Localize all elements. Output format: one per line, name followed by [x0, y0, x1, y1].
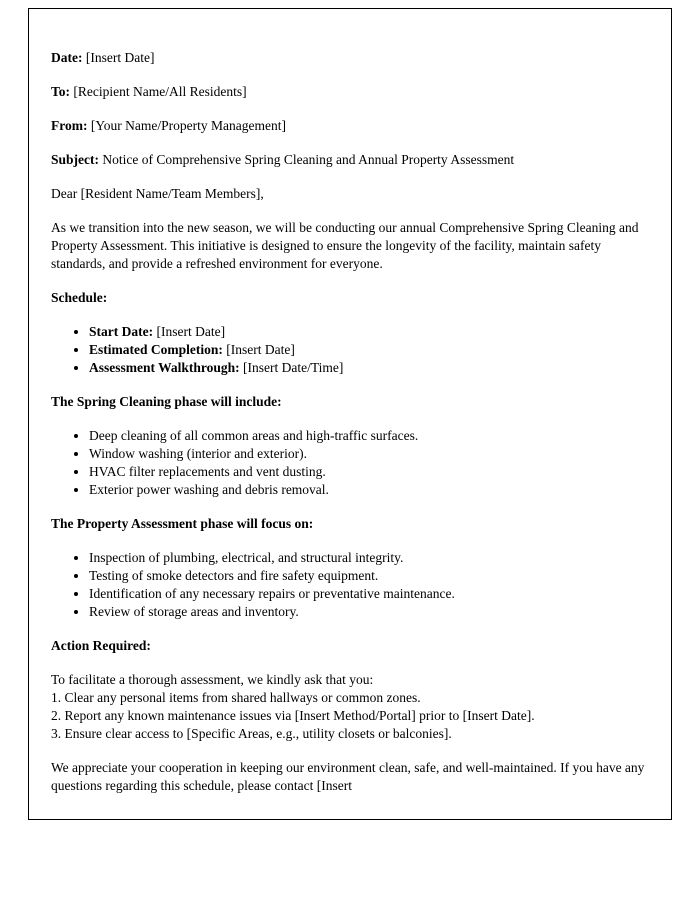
cleaning-item: • HVAC filter replacements and vent dusting. [89, 463, 647, 481]
field-from-value: [Your Name/Property Management] [87, 118, 286, 133]
assessment-item: • Review of storage areas and inventory. [89, 603, 647, 621]
cleaning-item: • Deep cleaning of all common areas and high-traffic surfaces. [89, 427, 647, 445]
assessment-item: • Testing of smoke detectors and fire safety equipment. [89, 567, 647, 585]
field-date [51, 49, 647, 67]
schedule-item-value: [Insert Date] [153, 324, 226, 339]
schedule-item-label: Estimated Completion: [89, 342, 223, 357]
schedule-item [89, 341, 647, 359]
assessment-list [51, 549, 647, 621]
schedule-item-value: [Insert Date] [222, 342, 295, 357]
field-from-label: From: [51, 118, 88, 133]
assessment-heading: The Property Assessment phase will focus on: [51, 516, 314, 531]
document-page [28, 8, 672, 820]
field-from [51, 117, 647, 135]
field-date-value: [Insert Date] [82, 50, 155, 65]
schedule-item-value: [Insert Date/Time] [239, 360, 344, 375]
action-item: 3. Ensure clear access to [Specific Areas, e.g., utility closets or balconies]. [51, 726, 452, 741]
field-subject-value: Notice of Comprehensive Spring Cleaning and Annual Property Assessment [99, 152, 515, 167]
schedule-item-label: Start Date: [89, 324, 154, 339]
action-item: 2. Report any known maintenance issues via [Insert Method/Portal] prior to [Insert Date]. [51, 708, 535, 723]
field-date-label: Date: [51, 50, 83, 65]
closing-paragraph: We appreciate your cooperation in keeping our environment clean, safe, and well-maintained. If you have any questions regarding this schedule, please contact [Insert [51, 760, 645, 793]
schedule-item [89, 359, 647, 377]
schedule-list [51, 323, 647, 377]
action-section [51, 671, 647, 743]
field-to-label: To: [51, 84, 71, 99]
letter-body [29, 9, 671, 795]
salutation: Dear [Resident Name/Team Members], [51, 186, 264, 201]
schedule-item [89, 323, 647, 341]
field-to [51, 83, 647, 101]
field-subject [51, 151, 647, 169]
assessment-item: • Identification of any necessary repairs or preventative maintenance. [89, 585, 647, 603]
action-heading: Action Required: [51, 638, 151, 653]
cleaning-list [51, 427, 647, 499]
assessment-item: • Inspection of plumbing, electrical, and structural integrity. [89, 549, 647, 567]
schedule-heading: Schedule: [51, 290, 108, 305]
action-item: 1. Clear any personal items from shared hallways or common zones. [51, 690, 421, 705]
intro-paragraph: As we transition into the new season, we will be conducting our annual Comprehensive Spring Cleaning and Property Assessment. This initiative is designed to ensure the longevity of the facility, maintain safety standards, and provide a refreshed environment for everyone. [51, 220, 639, 271]
field-to-value: [Recipient Name/All Residents] [70, 84, 247, 99]
cleaning-heading: The Spring Cleaning phase will include: [51, 394, 282, 409]
field-subject-label: Subject: [51, 152, 99, 167]
action-intro: To facilitate a thorough assessment, we kindly ask that you: [51, 672, 374, 687]
cleaning-item: • Exterior power washing and debris removal. [89, 481, 647, 499]
schedule-item-label: Assessment Walkthrough: [89, 360, 240, 375]
cleaning-item: • Window washing (interior and exterior). [89, 445, 647, 463]
